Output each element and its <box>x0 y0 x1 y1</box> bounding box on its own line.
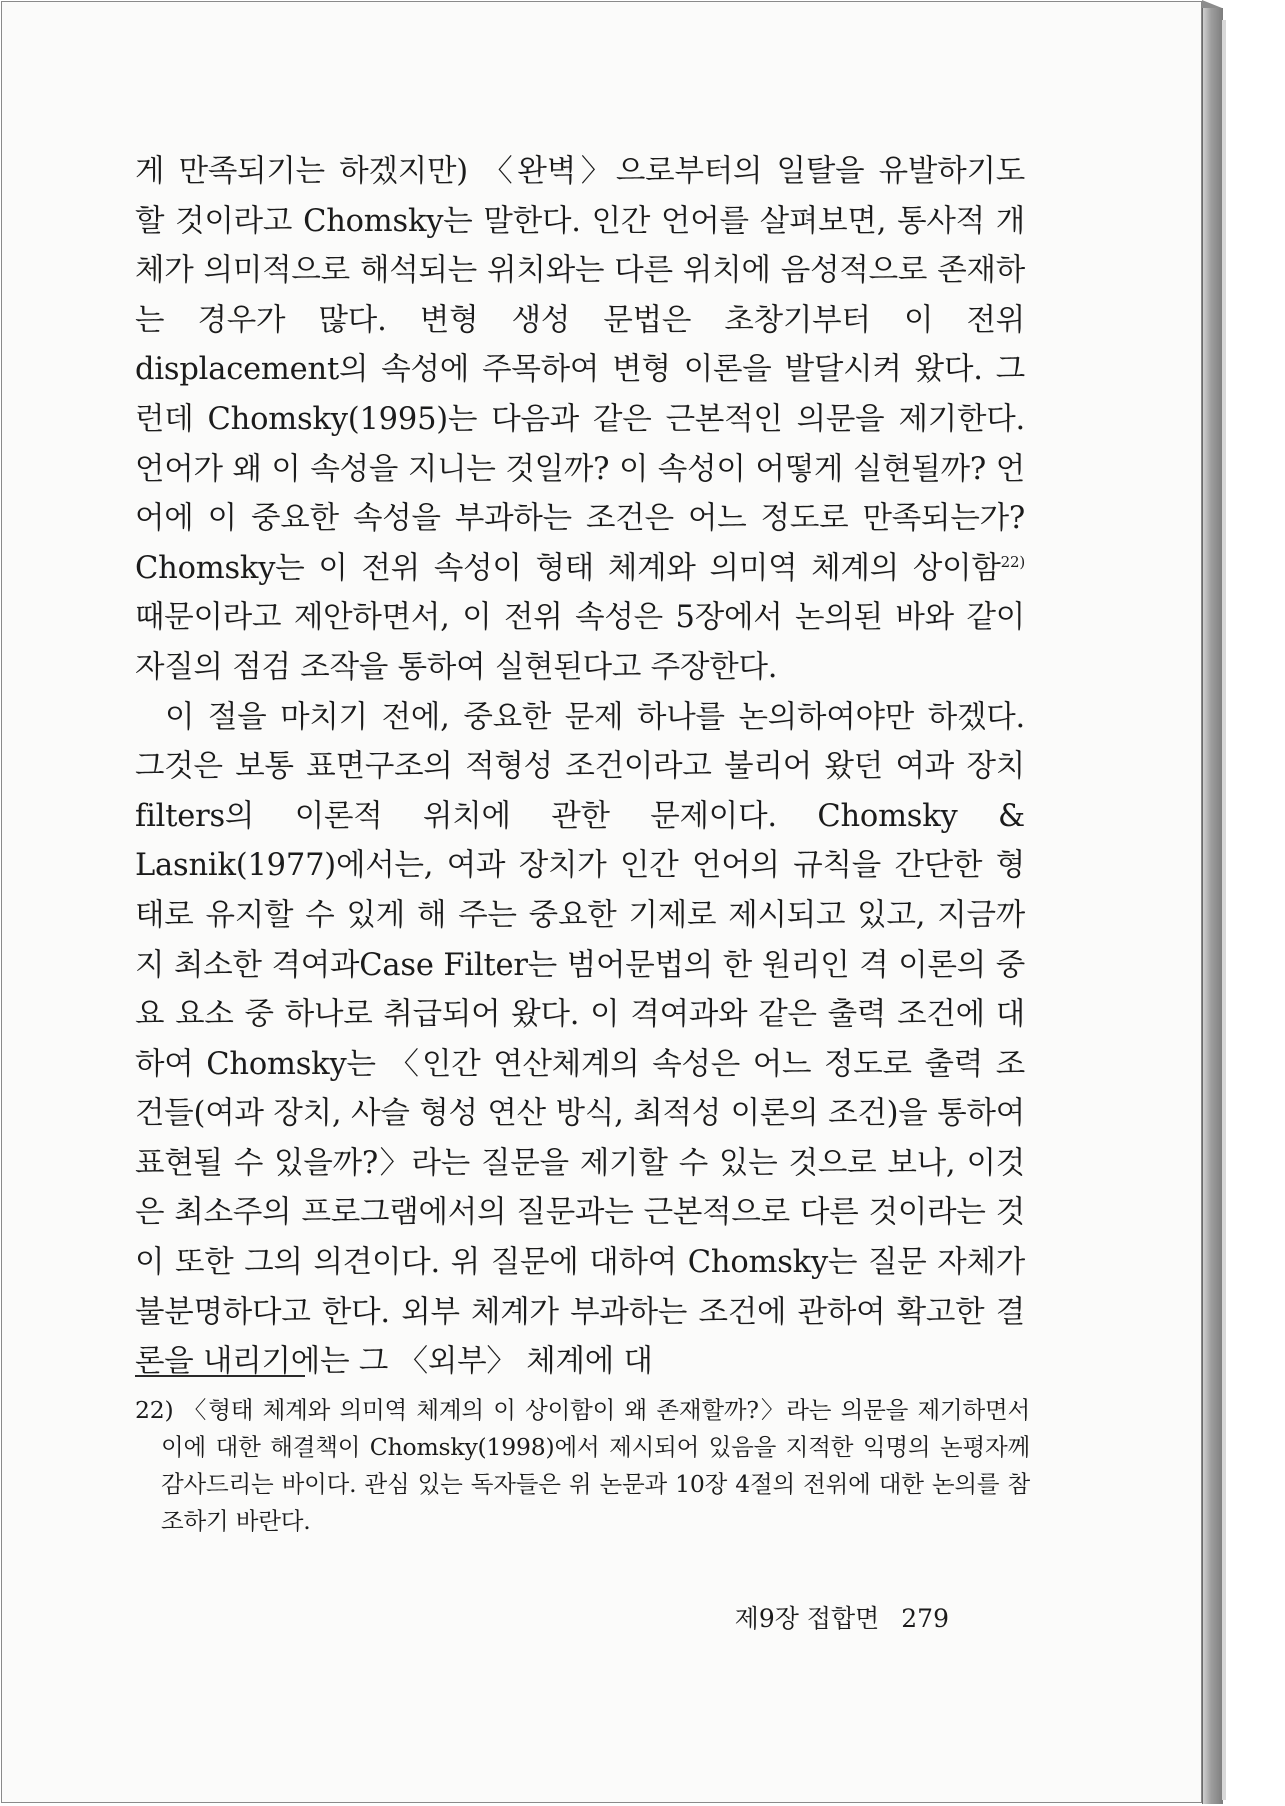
paragraph-1-text-cont: 때문이라고 제안하면서, 이 전위 속성은 5장에서 논의된 바와 같이 자질의 점검 조작을 통하여 실현된다고 주장한다. <box>135 600 1025 685</box>
chapter-title: 제9장 접합면 <box>734 1604 880 1633</box>
body-text <box>135 147 1025 1387</box>
running-footer <box>735 1599 949 1635</box>
footnote-divider <box>135 1375 305 1377</box>
page-stack-top <box>1202 0 1222 8</box>
footnote-text: 〈형태 체계와 의미역 체계의 이 상이함이 왜 존재할까?〉라는 의문을 제기하면서 이에 대한 해결책이 Chomsky(1998)에서 제시되어 있음을 지적한 익명의 논평자께 감사드리는 바이다. 관심 있는 독자들은 위 논문과 10장 4절의 전위에 대한 논의를 참조하기 바란다. <box>161 1396 1030 1535</box>
paragraph-1 <box>135 147 1025 693</box>
page-shadow <box>1222 20 1226 1800</box>
footnote-ref-22[interactable]: 22) <box>1000 552 1025 571</box>
footnote-number: 22) <box>135 1396 174 1424</box>
paragraph-1-text: 게 만족되기는 하겠지만) 〈완벽〉으로부터의 일탈을 유발하기도 할 것이라고 Chomsky는 말한다. 인간 언어를 살펴보면, 통사적 개체가 의미적으로 해석되는 위치와는 다른 위치에 음성적으로 존재하는 경우가 많다. 변형 생성 문법은 초창기부터 이 전위displacement의 속성에 주목하여 변형 이론을 발달시켜 왔다. 그런데 Chomsky(1995)는 다음과 같은 근본적인 의문을 제기한다. 언어가 왜 이 속성을 지니는 것일까? 이 속성이 어떻게 실현될까? 언어에 이 중요한 속성을 부과하는 조건은 어느 정도로 만족되는가? Chomsky는 이 전위 속성이 형태 체계와 의미역 체계의 상이함 <box>135 154 1025 586</box>
page-stack-edge <box>1202 8 1223 1804</box>
paragraph-2: 이 절을 마치기 전에, 중요한 문제 하나를 논의하여야만 하겠다. 그것은 보통 표면구조의 적형성 조건이라고 불리어 왔던 여과 장치filters의 이론적 위치에 관한 문제이다. Chomsky & Lasnik(1977)에서는, 여과 장치가 인간 언어의 규칙을 간단한 형태로 유지할 수 있게 해 주는 중요한 기제로 제시되고 있고, 지금까지 최소한 격여과Case Filter는 범어문법의 한 원리인 격 이론의 중요 요소 중 하나로 취급되어 왔다. 이 격여과와 같은 출력 조건에 대하여 Chomsky는 〈인간 연산체계의 속성은 어느 정도로 출력 조건들(여과 장치, 사슬 형성 연산 방식, 최적성 이론의 조건)을 통하여 표현될 수 있을까?〉라는 질문을 제기할 수 있는 것으로 보나, 이것은 최소주의 프로그램에서의 질문과는 근본적으로 다른 것이라는 것이 또한 그의 의견이다. 위 질문에 대하여 Chomsky는 질문 자체가 불분명하다고 한다. 외부 체계가 부과하는 조건에 관하여 확고한 결론을 내리기에는 그 〈외부〉 체계에 대 <box>135 699 1025 1380</box>
page-number: 279 <box>901 1604 949 1633</box>
footnote-22 <box>135 1392 1030 1540</box>
book-page <box>1 1 1202 1803</box>
